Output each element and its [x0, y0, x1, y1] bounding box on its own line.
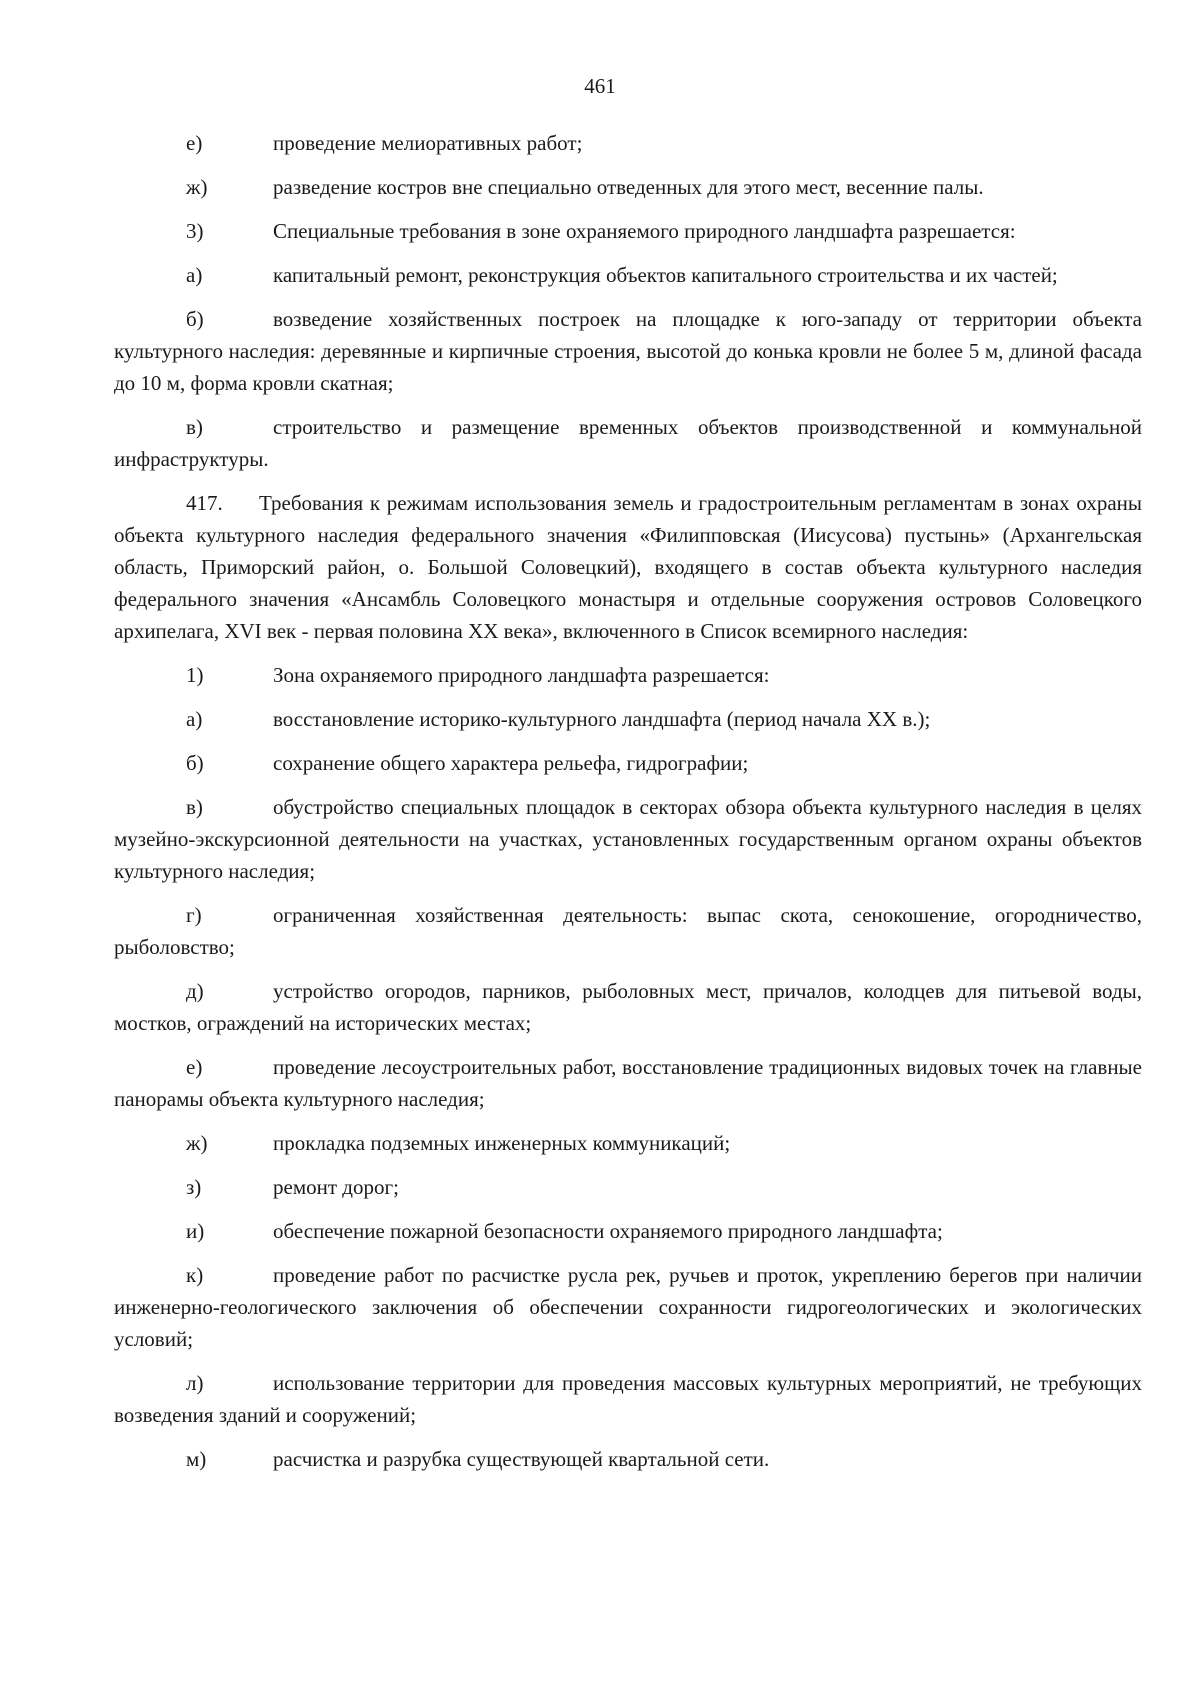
list-item [114, 791, 1142, 887]
item-marker: л) [186, 1371, 204, 1395]
item-text: проведение лесоустроительных работ, восстановление традиционных видовых точек на главные панорамы объекта культурного наследия; [114, 1055, 1142, 1111]
item-marker: ж) [186, 1131, 208, 1155]
item-text: Зона охраняемого природного ландшафта разрешается: [273, 663, 770, 687]
item-marker: д) [186, 979, 204, 1003]
item-text: возведение хозяйственных построек на площадке к юго-западу от территории объекта культурного наследия: деревянные и кирпичные строения, высотой до конька кровли не более 5 м, длиной фасада до 10 м, форма кровли скатная; [114, 307, 1142, 395]
item-marker: 3) [186, 219, 204, 243]
item-text: обеспечение пожарной безопасности охраняемого природного ландшафта; [273, 1219, 943, 1243]
item-text: обустройство специальных площадок в секторах обзора объекта культурного наследия в целях музейно-экскурсионной деятельности на участках, установленных государственным органом охраны объектов культурного наследия; [114, 795, 1142, 883]
item-marker: ж) [186, 175, 208, 199]
list-item [114, 1171, 1142, 1203]
item-marker: к) [186, 1263, 204, 1287]
item-text: прокладка подземных инженерных коммуникаций; [273, 1131, 731, 1155]
item-text: ограниченная хозяйственная деятельность: выпас скота, сенокошение, огородничество, рыболовство; [114, 903, 1142, 959]
page-number: 461 [584, 74, 616, 98]
item-marker: а) [186, 707, 203, 731]
list-item [114, 127, 1142, 159]
list-item [114, 303, 1142, 399]
item-text: расчистка и разрубка существующей квартальной сети. [273, 1447, 770, 1471]
item-text: Специальные требования в зоне охраняемого природного ландшафта разрешается: [273, 219, 1016, 243]
list-item [114, 1367, 1142, 1431]
list-item [114, 259, 1142, 291]
item-text: восстановление историко-культурного ландшафта (период начала XX в.); [273, 707, 931, 731]
item-text: капитальный ремонт, реконструкция объектов капитального строительства и их частей; [273, 263, 1058, 287]
list-item [114, 171, 1142, 203]
list-item [114, 747, 1142, 779]
item-marker: м) [186, 1447, 207, 1471]
list-item [114, 899, 1142, 963]
item-text: ремонт дорог; [273, 1175, 399, 1199]
list-item [114, 703, 1142, 735]
item-text: использование территории для проведения массовых культурных мероприятий, не требующих возведения зданий и сооружений; [114, 1371, 1142, 1427]
list-item [114, 1215, 1142, 1247]
item-text: проведение мелиоративных работ; [273, 131, 583, 155]
item-text: строительство и размещение временных объектов производственной и коммунальной инфраструктуры. [114, 415, 1142, 471]
item-marker: 1) [186, 663, 204, 687]
item-marker: в) [186, 415, 203, 439]
item-text: устройство огородов, парников, рыболовных мест, причалов, колодцев для питьевой воды, мостков, ограждений на исторических местах; [114, 979, 1142, 1035]
item-marker: б) [186, 751, 204, 775]
item-marker: а) [186, 263, 203, 287]
list-item [114, 1259, 1142, 1355]
item-marker: з) [186, 1175, 202, 1199]
list-item [114, 1127, 1142, 1159]
item-text: разведение костров вне специально отведенных для этого мест, весенние палы. [273, 175, 984, 199]
item-text: сохранение общего характера рельефа, гидрографии; [273, 751, 749, 775]
list-item [114, 411, 1142, 475]
item-marker: г) [186, 903, 202, 927]
item-marker: б) [186, 307, 204, 331]
item-marker: е) [186, 1055, 203, 1079]
list-item [114, 975, 1142, 1039]
item-marker: в) [186, 795, 203, 819]
document-body [114, 127, 1142, 1487]
list-item [114, 659, 1142, 691]
section-text: Требования к режимам использования земель и градостроительным регламентам в зонах охраны объекта культурного наследия федерального значения «Филипповская (Иисусова) пустынь» (Архангельская область, Приморский район, о. Большой Соловецкий), входящего в состав объекта культурного наследия федерального значения «Ансамбль Соловецкого монастыря и отдельные сооружения островов Соловецкого архипелага, XVI век - первая половина XX века», включенного в Список всемирного наследия: [114, 491, 1142, 643]
list-item [114, 215, 1142, 247]
item-marker: и) [186, 1219, 205, 1243]
list-item [114, 1443, 1142, 1475]
list-item [114, 1051, 1142, 1115]
item-text: проведение работ по расчистке русла рек, ручьев и проток, укреплению берегов при наличии инженерно-геологического заключения об обеспечении сохранности гидрогеологических и экологических условий; [114, 1263, 1142, 1351]
section-number: 417. [186, 491, 223, 515]
item-marker: е) [186, 131, 203, 155]
section-paragraph [114, 487, 1142, 647]
